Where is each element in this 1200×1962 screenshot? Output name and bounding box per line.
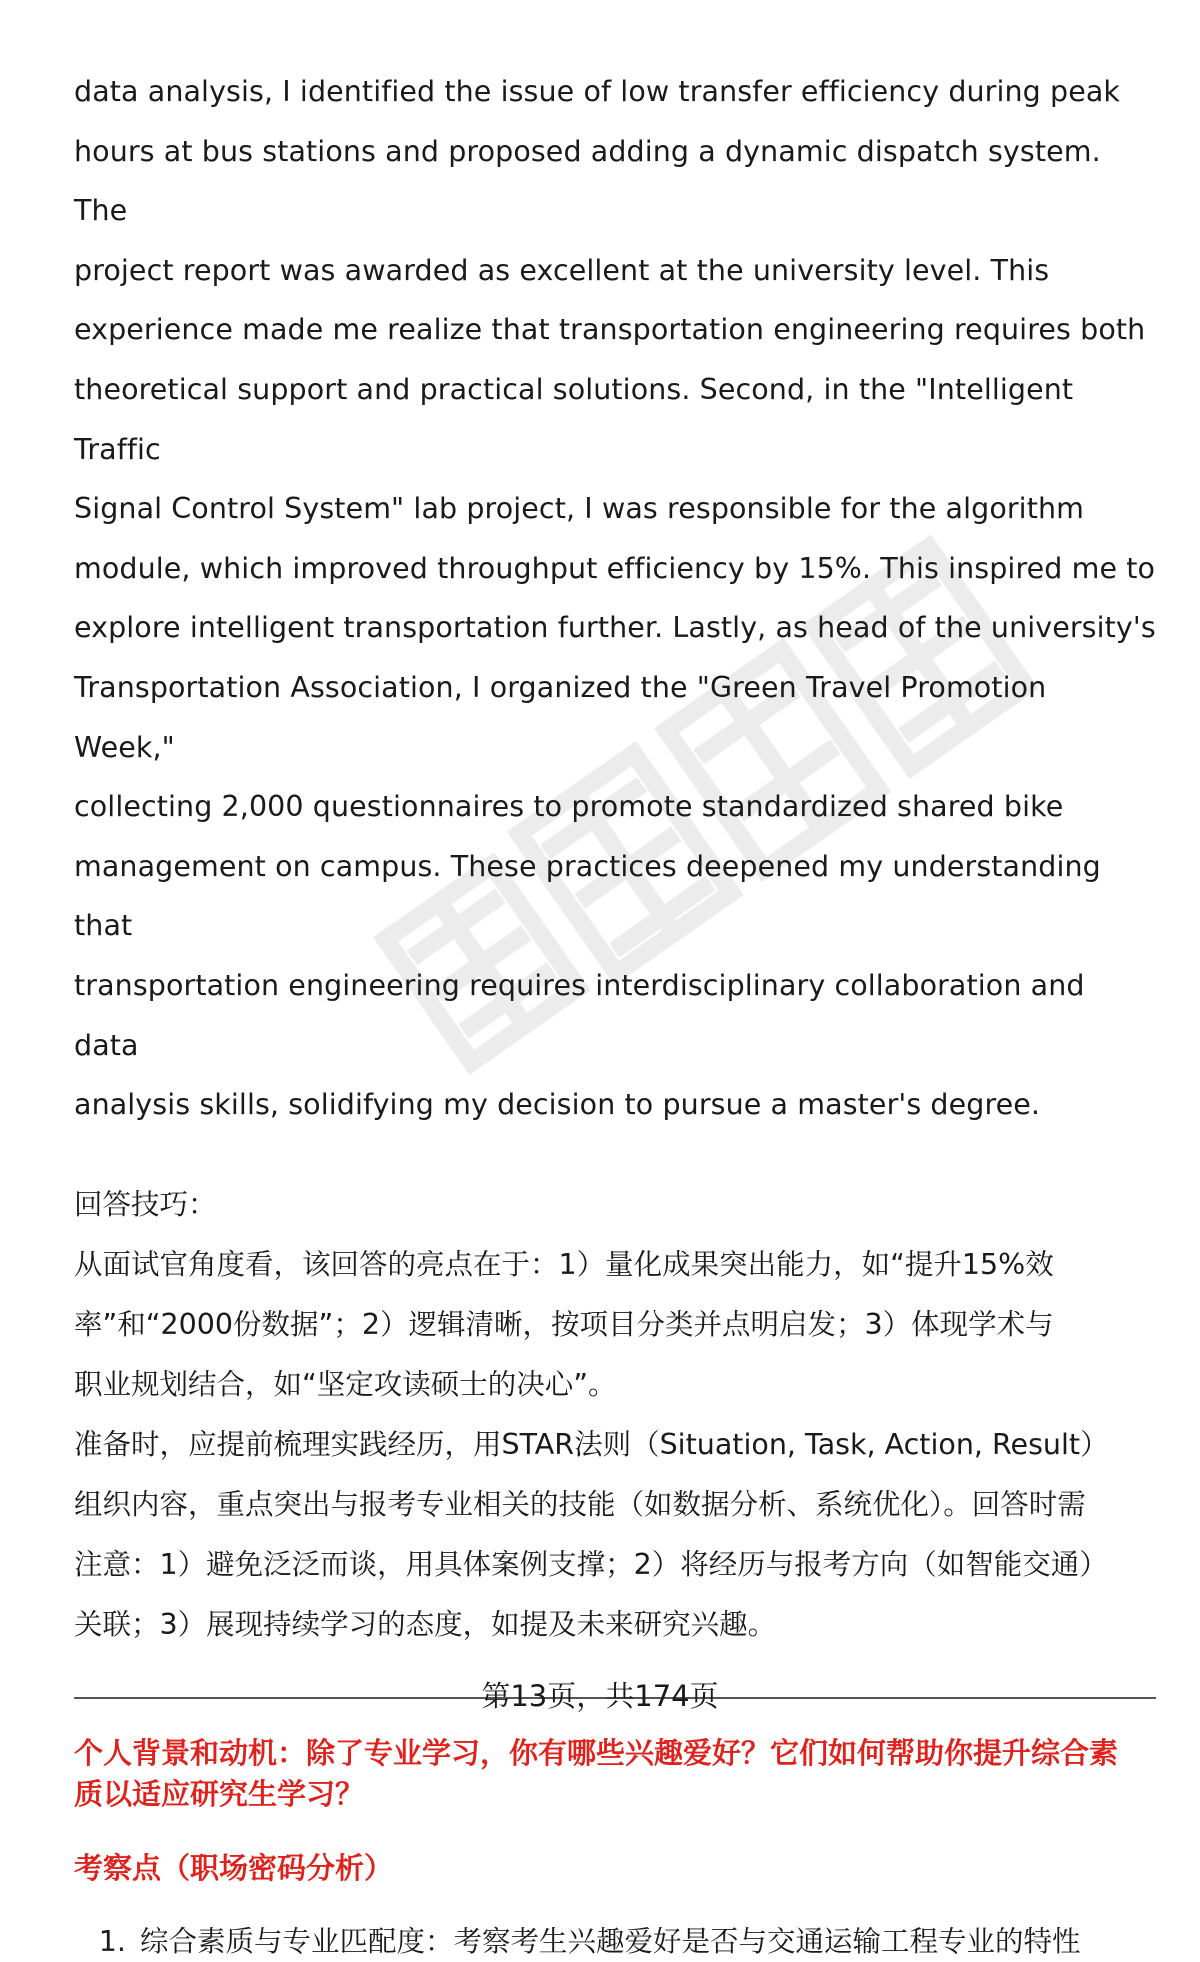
assessment-list — [74, 1922, 1156, 1962]
tips-line: 准备时，应提前梳理实践经历，用STAR法则（Situation, Task, Action, Result） — [74, 1427, 1109, 1461]
tips-line: 职业规划结合，如“坚定攻读硕士的决心”。 — [74, 1367, 617, 1401]
tips-line: 注意：1）避免泛泛而谈，用具体案例支撑；2）将经历与报考方向（如智能交通） — [74, 1547, 1108, 1581]
paragraph-line: data analysis, I identified the issue of low transfer efficiency during peak — [74, 75, 1121, 108]
list-item — [74, 1922, 1156, 1962]
interview-question — [74, 1733, 1156, 1815]
answer-tips — [74, 1175, 1156, 1655]
paragraph-line: explore intelligent transportation further. Lastly, as head of the university's — [74, 611, 1156, 645]
paragraph-line: module, which improved throughput efficiency by 15%. This inspired me to — [74, 551, 1156, 585]
paragraph-line: project report was awarded as excellent at the university level. This — [74, 253, 1050, 287]
list-item-number: 1. — [98, 1924, 126, 1958]
question-line: 个人背景和动机：除了专业学习，你有哪些兴趣爱好？它们如何帮助你提升综合素 — [74, 1735, 1119, 1770]
tips-label: 回答技巧： — [74, 1187, 217, 1221]
tips-line: 从面试官角度看，该回答的亮点在于：1）量化成果突出能力，如“提升15%效 — [74, 1247, 1054, 1281]
paragraph-line: management on campus. These practices deepened my understanding that — [74, 849, 1101, 943]
question-line: 质以适应研究生学习？ — [74, 1776, 365, 1811]
paragraph-line: transportation engineering requires interdisciplinary collaboration and data — [74, 968, 1085, 1062]
list-item-text: 综合素质与专业匹配度：考察考生兴趣爱好是否与交通运输工程专业的特性 — [140, 1924, 1081, 1958]
page-number-footer: 第13页，共174页 — [481, 1679, 719, 1713]
paragraph-line: experience made me realize that transportation engineering requires both — [74, 313, 1146, 347]
paragraph-line: collecting 2,000 questionnaires to promote standardized shared bike — [74, 790, 1064, 824]
paragraph-line: theoretical support and practical solutions. Second, in the "Intelligent Traffic — [74, 372, 1074, 466]
paragraph-line: Signal Control System" lab project, I was responsible for the algorithm — [74, 492, 1084, 526]
paragraph-line: Transportation Association, I organized the "Green Travel Promotion Week," — [74, 670, 1047, 764]
section-heading: 考察点（职场密码分析） — [74, 1850, 394, 1885]
paragraph-line: hours at bus stations and proposed adding a dynamic dispatch system. The — [74, 134, 1101, 228]
answer-paragraph — [74, 62, 1156, 1135]
paragraph-line: analysis skills, solidifying my decision to pursue a master's degree. — [74, 1088, 1041, 1122]
tips-line: 关联；3）展现持续学习的态度，如提及未来研究兴趣。 — [74, 1607, 777, 1641]
tips-line: 组织内容，重点突出与报考专业相关的技能（如数据分析、系统优化）。回答时需 — [74, 1487, 1086, 1521]
tips-line: 率”和“2000份数据”；2）逻辑清晰，按项目分类并点明启发；3）体现学术与 — [74, 1307, 1054, 1341]
